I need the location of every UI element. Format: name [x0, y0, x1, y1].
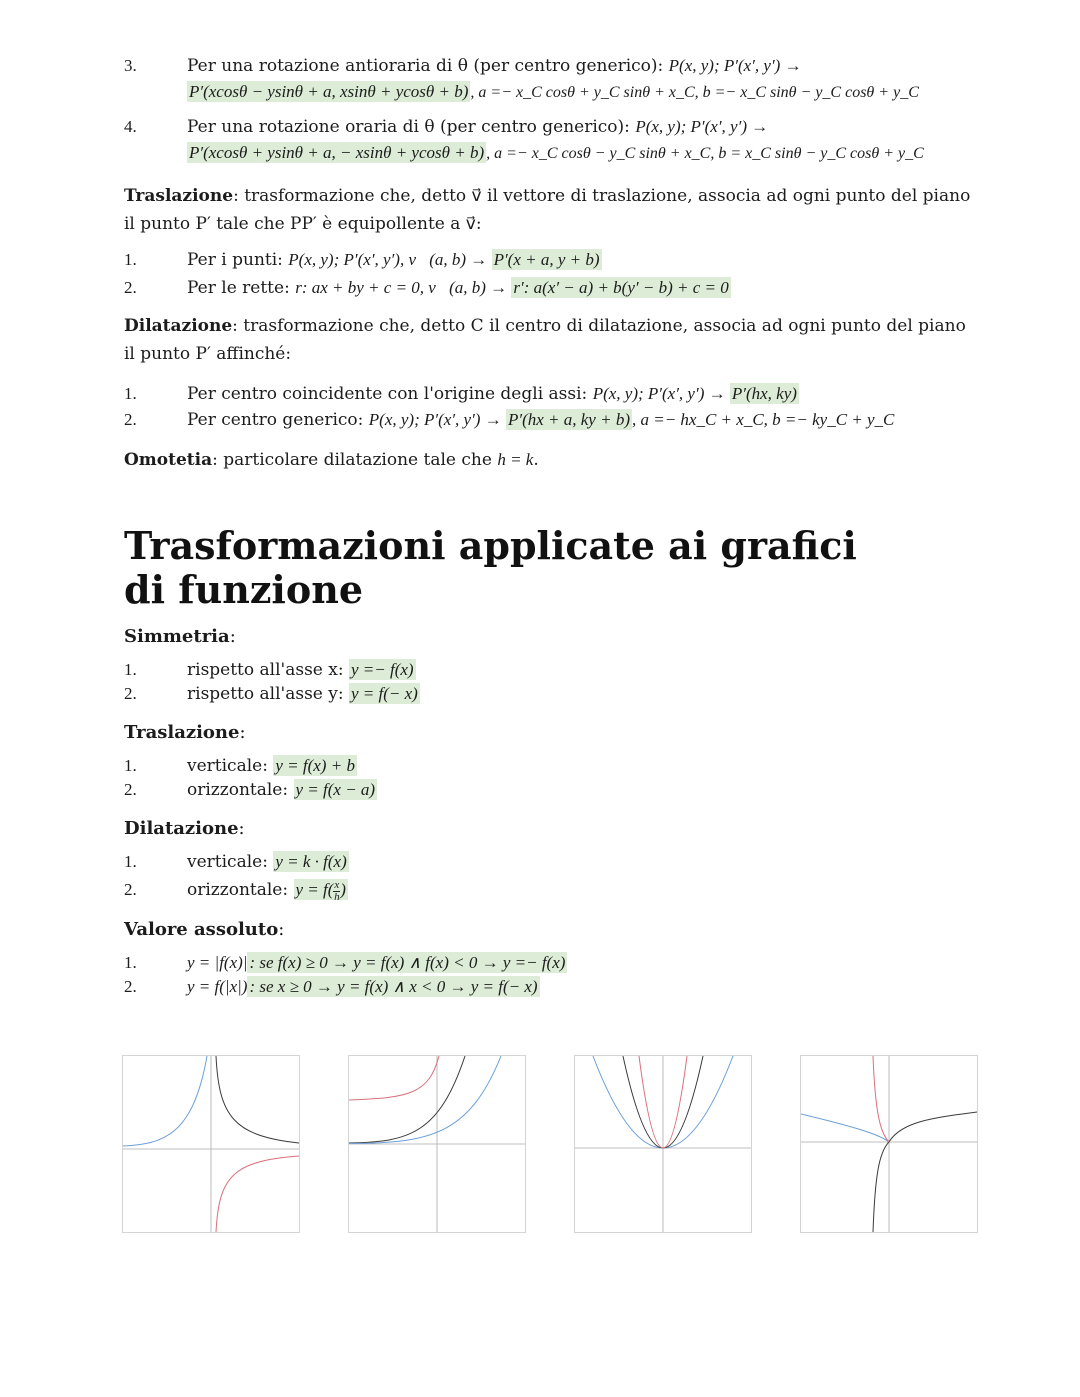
valore-assoluto-title: Valore assoluto: [124, 918, 279, 940]
list-number: 2.: [124, 278, 137, 297]
traslazione-fn-item-1: [124, 754, 980, 778]
rotation-item-4: [124, 115, 980, 166]
graph-root-svg: [801, 1056, 977, 1232]
list-number: 3.: [124, 56, 137, 75]
formula-prefix: y = f(: [295, 880, 334, 899]
item-math: P(x, y); P′(x′, y′) →: [368, 410, 506, 429]
dilatazione-fn-item-2: [124, 878, 980, 903]
simmetria-title: Simmetria: [124, 626, 230, 647]
item-formula: [294, 878, 348, 903]
list-number: 4.: [124, 117, 137, 136]
item-text: rispetto all'asse y:: [187, 684, 349, 704]
item-text: orizzontale:: [187, 880, 294, 900]
dilatazione-fn-item-1: [124, 850, 980, 874]
item-formula: y = k · f(x): [275, 852, 347, 871]
list-number: 1.: [124, 660, 137, 679]
item-text: orizzontale:: [187, 780, 294, 800]
list-number: 2.: [124, 976, 137, 996]
item-formula: P′(hx + a, ky + b): [507, 410, 630, 429]
rotation-formula: P′(xcosθ − ysinθ + a, xsinθ + ycosθ + b): [189, 82, 469, 101]
item-formula: P′(hx, ky): [731, 384, 797, 403]
rotation-coefficients: , a =− x_C cosθ + y_C sinθ + x_C, b =− x_C sinθ − y_C cosθ + y_C: [470, 84, 919, 101]
item-text: Per i punti:: [187, 250, 289, 270]
traslazione-item-2: [124, 276, 980, 300]
omotetia-end: .: [533, 450, 539, 470]
rotation-formula: P′(xcosθ + ysinθ + a, − xsinθ + ycosθ + b): [189, 143, 485, 162]
list-number: 1.: [124, 250, 137, 269]
omotetia-term: Omotetia: [124, 450, 213, 470]
item-formula: y = f(x − a): [295, 780, 376, 799]
rotation-math: P(x, y); P′(x′, y′) →: [668, 56, 802, 75]
item-formula: : se x ≥ 0 → y = f(x) ∧ x < 0 → y = f(− x): [249, 976, 538, 996]
item-text: Per le rette:: [187, 278, 296, 298]
dilatazione-title: Dilatazione: [124, 818, 239, 839]
omotetia-definition: [124, 446, 980, 474]
list-number: 1.: [124, 756, 137, 775]
dilatazione-term: Dilatazione: [124, 316, 233, 336]
fraction-denominator: h: [334, 890, 340, 903]
graph-parabola: [574, 1055, 752, 1233]
red-curve: [216, 1156, 299, 1232]
traslazione-title: Traslazione: [124, 722, 240, 743]
item-formula: y = f(− x): [351, 684, 418, 703]
item-formula: r′: a(x′ − a) + b(y′ − b) + c = 0: [513, 278, 729, 297]
list-number: 2.: [124, 684, 137, 703]
rotation-text: Per una rotazione antioraria di θ (per centro generico):: [187, 56, 669, 76]
dilatazione-text: : trasformazione che, detto C il centro di dilatazione, associa ad ogni punto del piano il punto P′ affinché:: [124, 316, 966, 364]
dark-curve-left: [873, 1142, 889, 1232]
simmetria-item-2: [124, 682, 980, 706]
item-math: y = f(|x|): [187, 976, 248, 996]
graph-hyperbola: [122, 1055, 300, 1233]
valore-assoluto-item-2: [124, 975, 980, 999]
simmetria-item-1: [124, 658, 980, 682]
item-text: rispetto all'asse x:: [187, 660, 349, 680]
blue-curve: [349, 1056, 501, 1144]
item-formula: y = f(x) + b: [275, 756, 355, 775]
dilatazione-heading: Dilatazione:: [124, 818, 245, 839]
dilatazione-item-2: [124, 408, 980, 432]
item-math: P(x, y); P′(x′, y′), v⃗(a, b) →: [288, 250, 492, 269]
item-text: Per centro generico:: [187, 410, 369, 430]
valore-assoluto-heading: Valore assoluto:: [124, 918, 285, 940]
blue-curve: [123, 1056, 207, 1146]
graph-parabola-svg: [575, 1056, 751, 1232]
red-curve: [873, 1056, 889, 1142]
graph-exponential: [348, 1055, 526, 1233]
rotation-text: Per una rotazione oraria di θ (per centro generico):: [187, 117, 636, 137]
dilatazione-definition: [124, 312, 980, 368]
traslazione-text: : trasformazione che, detto v⃗ il vettore di traslazione, associa ad ogni punto del piano il punto P′ tale che PP′ è equipollente a v⃗:: [124, 186, 971, 234]
item-text: verticale:: [187, 852, 274, 872]
traslazione-term: Traslazione: [124, 186, 234, 206]
traslazione-definition: [124, 182, 980, 238]
graph-hyperbola-svg: [123, 1056, 299, 1232]
valore-assoluto-item-1: [124, 951, 980, 975]
rotation-math: P(x, y); P′(x′, y′) →: [635, 117, 769, 136]
dark-curve-right: [889, 1112, 977, 1142]
traslazione-item-1: [124, 248, 980, 272]
formula-suffix: ): [340, 880, 346, 899]
blue-curve: [801, 1114, 889, 1142]
rotation-item-3: [124, 54, 980, 105]
item-text: Per centro coincidente con l'origine degli assi:: [187, 384, 593, 404]
item-math: P(x, y); P′(x′, y′) →: [592, 384, 730, 403]
list-number: 2.: [124, 880, 137, 899]
document-page: [124, 52, 980, 999]
item-formula: y =− f(x): [350, 660, 414, 679]
omotetia-text: : particolare dilatazione tale che: [212, 450, 498, 470]
item-formula: : se f(x) ≥ 0 → y = f(x) ∧ f(x) < 0 → y =− f(x): [249, 952, 566, 972]
graph-exponential-svg: [349, 1056, 525, 1232]
list-number: 1.: [124, 852, 137, 871]
fraction-numerator: x: [334, 878, 340, 891]
list-number: 1.: [124, 384, 137, 403]
item-coefficients: , a =− hx_C + x_C, b =− ky_C + y_C: [631, 410, 895, 429]
item-math: r: ax + by + c = 0, v⃗(a, b) →: [295, 278, 512, 297]
omotetia-math: h = k: [497, 450, 534, 469]
red-curve: [349, 1056, 439, 1100]
section-heading: Trasformazioni applicate ai grafici di funzione: [124, 523, 857, 612]
item-math: y = |f(x)|: [187, 952, 248, 972]
list-number: 1.: [124, 952, 137, 972]
list-number: 2.: [124, 410, 137, 429]
traslazione-fn-item-2: [124, 778, 980, 802]
traslazione-heading: Traslazione:: [124, 722, 246, 743]
item-text: verticale:: [187, 756, 274, 776]
list-number: 2.: [124, 780, 137, 799]
dark-curve: [216, 1056, 299, 1143]
dilatazione-item-1: [124, 382, 980, 406]
item-formula: P′(x + a, y + b): [493, 250, 600, 269]
rotation-coefficients: , a =− x_C cosθ − y_C sinθ + x_C, b = x_C sinθ − y_C cosθ + y_C: [486, 145, 924, 162]
simmetria-heading: Simmetria:: [124, 626, 236, 647]
graph-root: [800, 1055, 978, 1233]
